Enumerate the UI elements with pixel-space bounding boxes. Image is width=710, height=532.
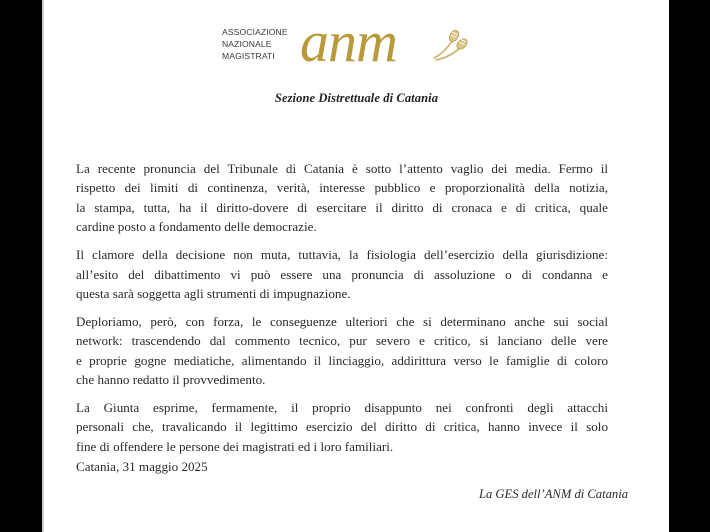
text-line: network: trascendendo dal commento tecnico, pur severo e critico, si lanciano delle vere <box>76 333 608 349</box>
wheat-ears-icon <box>432 28 468 62</box>
text-line: all’esito del dibattimento vi può essere una pronuncia di assoluzione o di condanna e <box>76 266 608 282</box>
paragraph <box>76 245 608 303</box>
text-line: Il clamore della decisione non muta, tuttavia, la fisiologia dell’esercizio della giurisdizione: <box>76 247 608 263</box>
text-line: che hanno redatto il provvedimento. <box>76 372 266 388</box>
logo-wordmark <box>222 26 288 62</box>
text-line: la stampa, tutta, ha il diritto-dovere di esercitare il diritto di cronaca e di critica, quale <box>76 199 608 215</box>
anm-logo <box>222 9 482 74</box>
paragraph <box>76 312 608 390</box>
logo-mark: anm <box>300 9 397 74</box>
text-line: cardine posto a fondamento delle democrazie. <box>76 219 317 235</box>
logo-line: NAZIONALE <box>222 39 272 49</box>
text-line: e proprie gogne mediatiche, alimentando il linciaggio, addirittura verso le famiglie di coloro <box>76 352 608 368</box>
logo-line: MAGISTRATI <box>222 51 275 61</box>
text-line: personali che, travalicando il legittimo esercizio del diritto di critica, hanno invece il solo <box>76 419 608 435</box>
document-page <box>42 0 669 532</box>
text-line: rispetto dei limiti di continenza, verità, interesse pubblico e proporzionalità della notizia, <box>76 180 608 196</box>
text-line: La Giunta esprime, fermamente, il proprio disappunto nei confronti degli attacchi <box>76 399 608 415</box>
text-line: questa sarà soggetta agli strumenti di impugnazione. <box>76 285 351 301</box>
text-line: fine di offendere le persone dei magistrati ed i loro familiari. <box>76 438 394 454</box>
text-line: Deploriamo, però, con forza, le conseguenze ulteriori che si determinano anche sui social <box>76 313 608 329</box>
paragraph <box>76 159 608 237</box>
document-body <box>76 159 608 465</box>
text-line: La recente pronuncia del Tribunale di Catania è sotto l’attento vaglio dei media. Fermo il <box>76 161 608 176</box>
date-line: Catania, 31 maggio 2025 <box>76 459 208 474</box>
signature: La GES dell’ANM di Catania <box>478 487 628 501</box>
logo-line: ASSOCIAZIONE <box>222 27 288 37</box>
paragraph <box>76 398 608 456</box>
section-title: Sezione Distrettuale di Catania <box>274 91 439 105</box>
